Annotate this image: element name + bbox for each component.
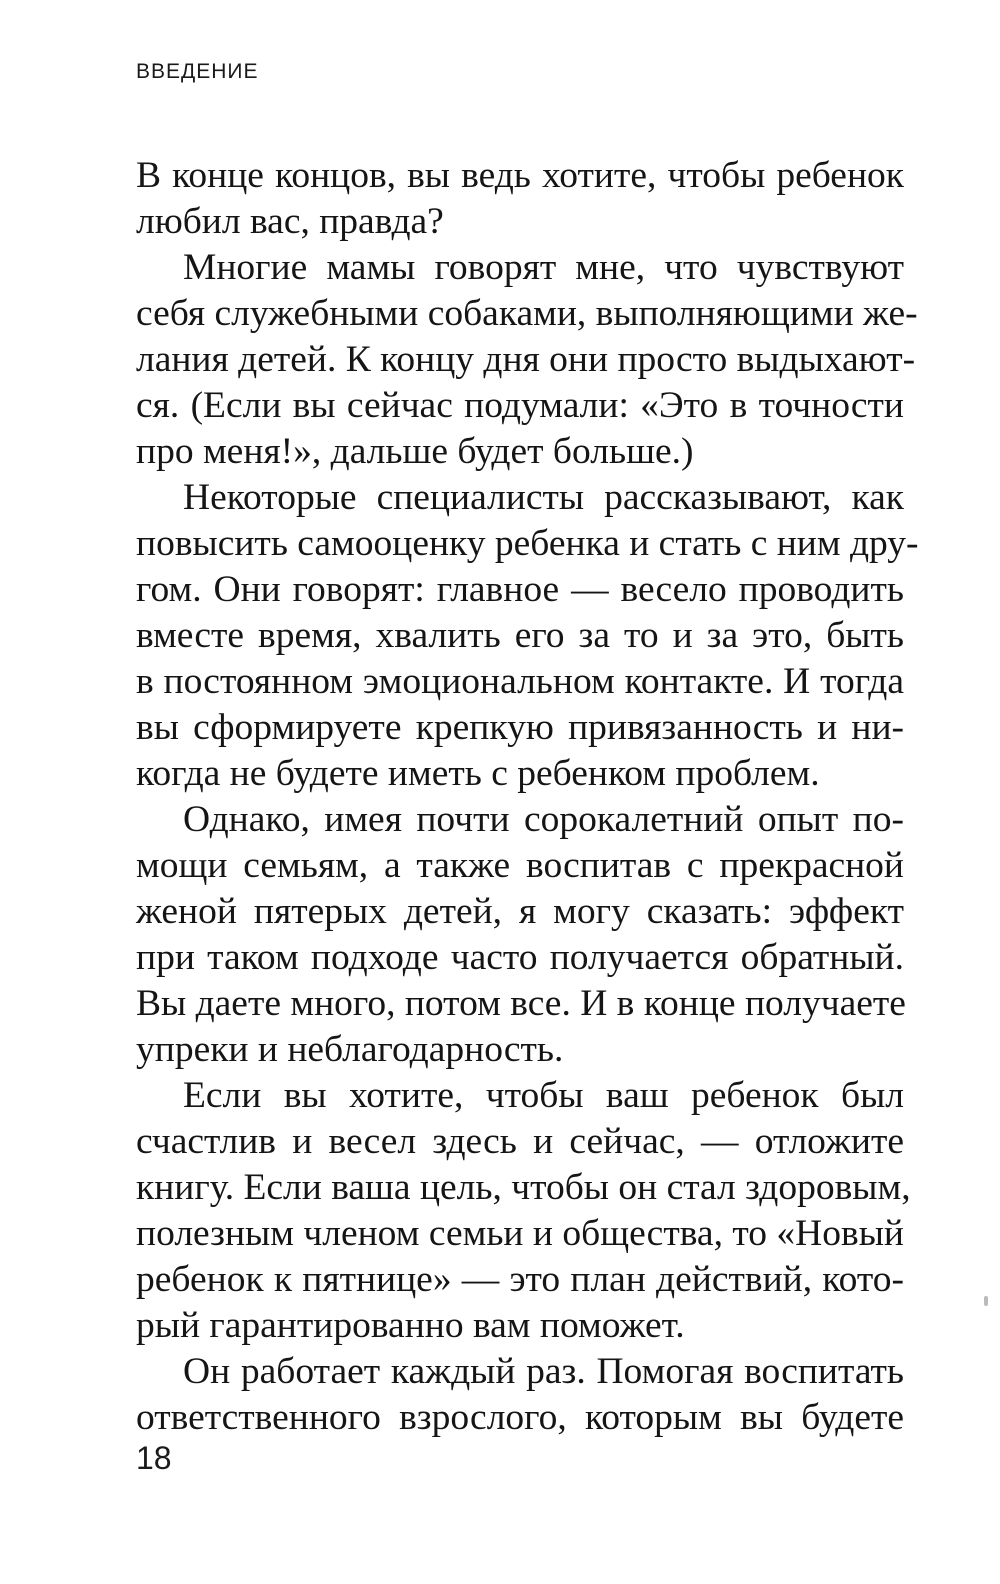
text-line: когда не будете иметь с ребенком проблем. [136,753,820,794]
text-line: Вы даете много, потом все. И в конце получаете [136,983,906,1024]
page-number: 18 [136,1440,172,1476]
text-line: вы сформируете крепкую привязанность и ни- [136,707,904,748]
text-line: вместе время, хвалить его за то и за это, быть [136,615,904,656]
text-line: в постоянном эмоциональном контакте. И тогда [136,661,904,702]
text-line: лания детей. К концу дня они просто выдыхают- [136,339,916,380]
paragraph [136,475,919,797]
text-line: повысить самооценку ребенка и стать с ним дру- [136,523,919,564]
text-line: книгу. Если ваша цель, чтобы он стал здоровым, [136,1167,911,1208]
body-text [136,153,919,1441]
text-line: полезным членом семьи и общества, то «Новый [136,1213,904,1254]
text-line: В конце концов, вы ведь хотите, чтобы ребенок [136,155,904,196]
text-line: Многие мамы говорят мне, что чувствуют [183,247,904,288]
text-line: ответственного взрослого, которым вы будете [136,1397,904,1438]
scan-speck [984,1296,988,1306]
text-line: при таком подходе часто получается обратный. [136,937,904,978]
text-line: Некоторые специалисты рассказывают, как [183,477,904,518]
text-line: счастлив и весел здесь и сейчас, — отложите [136,1121,904,1162]
paragraph [136,1349,904,1441]
text-line: Однако, имея почти сорокалетний опыт по- [183,799,904,840]
text-line: гом. Они говорят: главное — весело проводить [136,569,904,610]
text-line: про меня!», дальше будет больше.) [136,431,694,472]
text-line: рый гарантированно вам поможет. [136,1305,685,1346]
paragraph [136,153,904,245]
text-line: мощи семьям, а также воспитав с прекрасной [136,845,904,886]
text-line: Если вы хотите, чтобы ваш ребенок был [183,1075,904,1116]
text-line: ребенок к пятнице» — это план действий, кото- [136,1259,904,1300]
paragraph [136,797,904,1073]
running-head: ВВЕДЕНИЕ [136,60,259,83]
text-line: ся. (Если вы сейчас подумали: «Это в точности [136,385,904,426]
paragraph [136,1073,911,1349]
paragraph [136,245,918,475]
text-line: себя служебными собаками, выполняющими же- [136,293,918,334]
text-line: упреки и неблагодарность. [136,1029,564,1070]
text-line: Он работает каждый раз. Помогая воспитать [183,1351,904,1392]
text-line: любил вас, правда? [136,201,444,242]
text-line: женой пятерых детей, я могу сказать: эффект [136,891,904,932]
